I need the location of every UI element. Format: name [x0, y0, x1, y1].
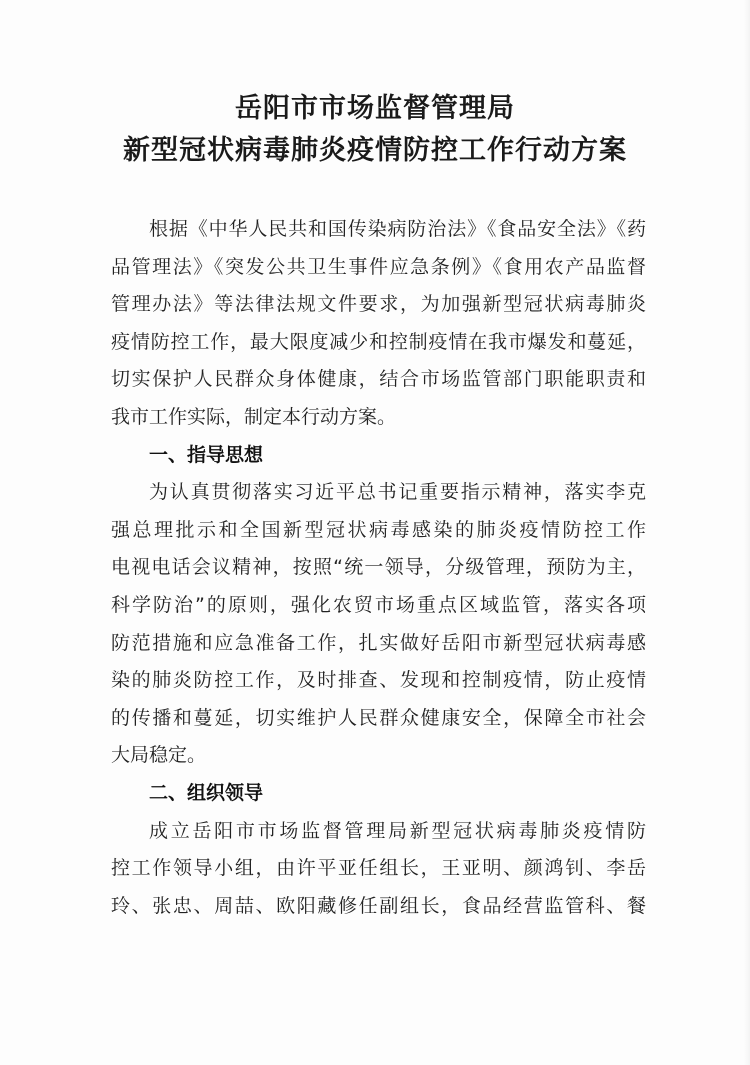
scan-edge-shadow [744, 0, 750, 1065]
section2-line-1: 成立岳阳市市场监督管理局新型冠状病毒肺炎疫情防 [149, 819, 646, 842]
intro-line-2: 品管理法》《突发公共卫生事件应急条例》《食用农产品监督 [111, 255, 646, 278]
section1-line-6: 染的肺炎防控工作，及时排查、发现和控制疫情，防止疫情 [111, 669, 646, 692]
section1-line-8: 大局稳定。 [111, 744, 207, 767]
intro-line-5: 切实保护人民群众身体健康，结合市场监管部门职能职责和 [111, 368, 646, 391]
section1-line-5: 防范措施和应急准备工作，扎实做好岳阳市新型冠状病毒感 [111, 631, 646, 654]
intro-line-4: 疫情防控工作，最大限度减少和控制疫情在我市爆发和蔓延， [111, 330, 646, 353]
intro-line-6: 我市工作实际，制定本行动方案。 [111, 405, 397, 428]
section1-line-4: 科学防治”的原则，强化农贸市场重点区域监管，落实各项 [111, 593, 646, 616]
section1-line-3: 电视电话会议精神，按照“统一领导，分级管理，预防为主， [111, 556, 646, 579]
section-heading-guiding-ideology: 一、指导思想 [149, 443, 264, 466]
section-heading-organization: 二、组织领导 [149, 781, 264, 804]
intro-line-3: 管理办法》等法律法规文件要求，为加强新型冠状病毒肺炎 [111, 293, 646, 316]
section1-line-7: 的传播和蔓延，切实维护人民群众健康安全，保障全市社会 [111, 706, 646, 729]
title-line-1: 岳阳市市场监督管理局 [235, 93, 515, 124]
document-body [111, 211, 646, 925]
document-title [0, 88, 750, 172]
section1-line-2: 强总理批示和全国新型冠状病毒感染的肺炎疫情防控工作 [111, 518, 646, 541]
intro-line-1: 根据《中华人民共和国传染病防治法》《食品安全法》《药 [149, 218, 646, 240]
section2-line-3: 玲、张忠、周喆、欧阳藏修任副组长，食品经营监管科、餐 [111, 894, 646, 917]
title-line-2: 新型冠状病毒肺炎疫情防控工作行动方案 [123, 135, 627, 166]
section1-line-1: 为认真贯彻落实习近平总书记重要指示精神，落实李克 [149, 481, 646, 504]
section2-line-2: 控工作领导小组，由许平亚任组长，王亚明、颜鸿钊、李岳 [111, 857, 646, 880]
